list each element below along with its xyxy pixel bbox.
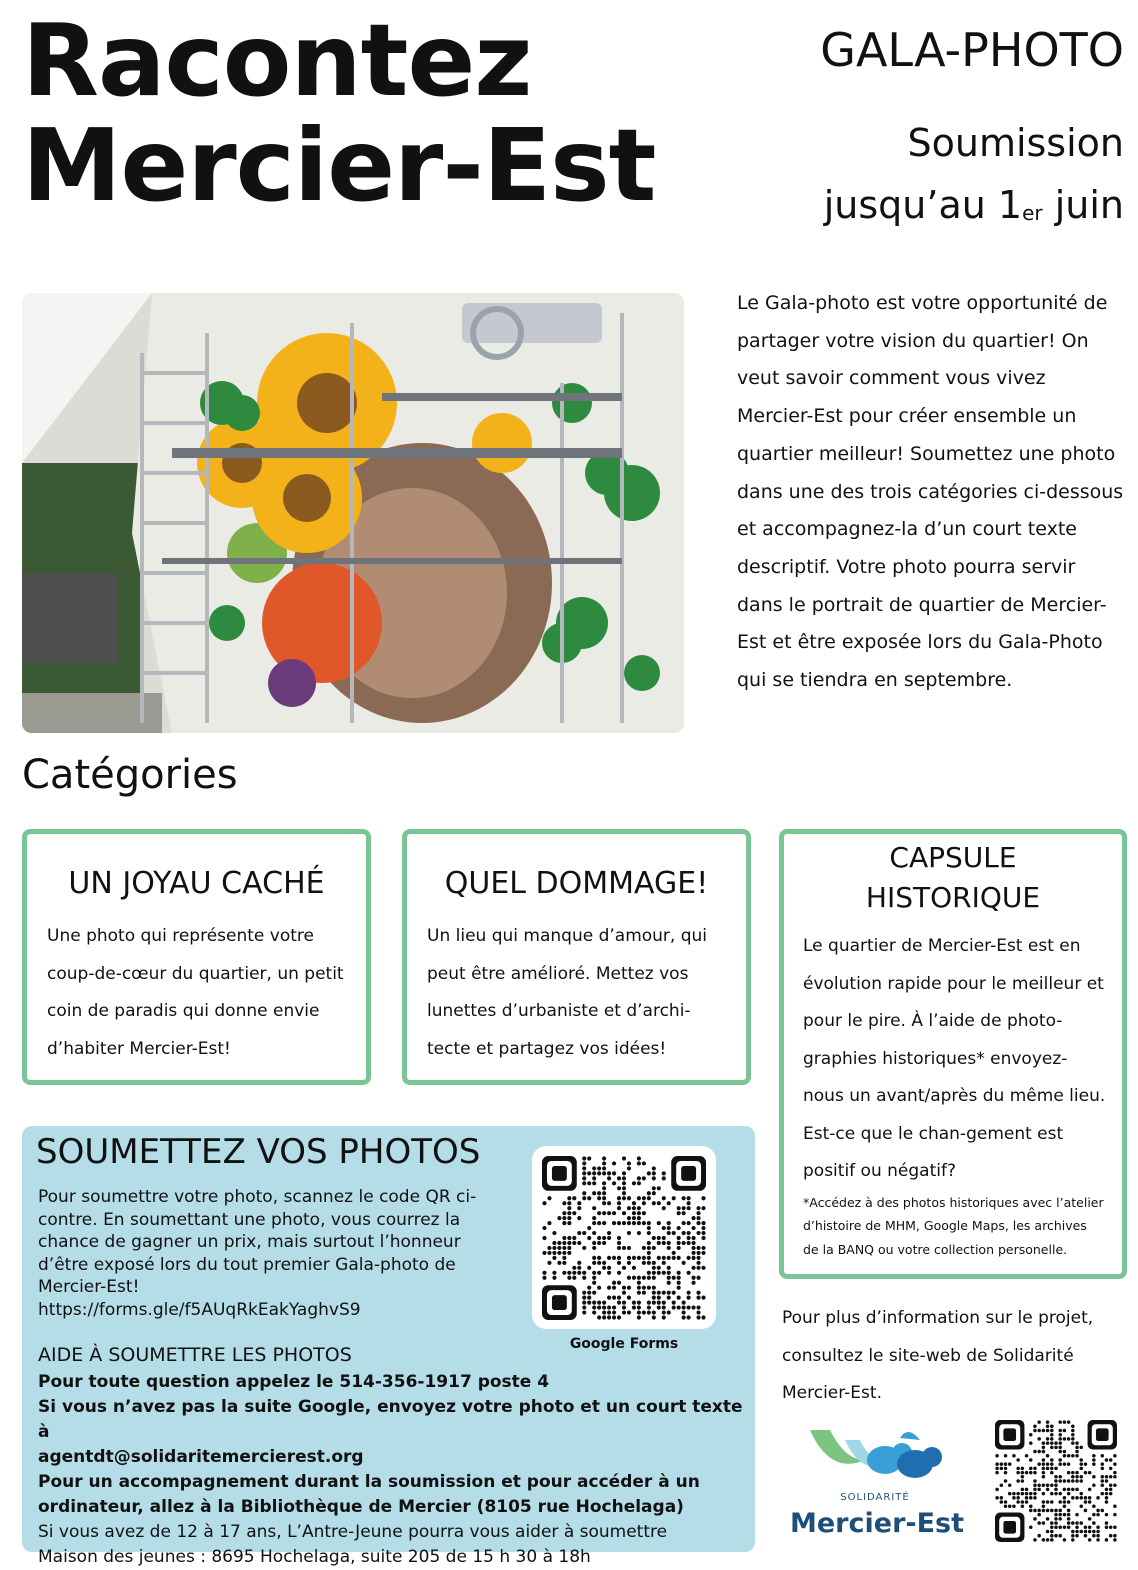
help-phone: Pour toute question appelez le 514-356-1917 poste 4 (38, 1372, 550, 1392)
solidarite-mercier-est-logo (790, 1420, 965, 1545)
title-line-1: Racontez (22, 2, 532, 119)
help-library: Pour un accompagnement durant la soumission et pour accéder à un ordinateur, allez à la Bibliothèque de Mercier (8105 rue Hochelaga) (38, 1472, 700, 1517)
birds-logo-icon (790, 1420, 960, 1490)
deadline-line-2-post: juin (1042, 183, 1124, 227)
qr-code-icon (995, 1420, 1117, 1542)
qr-code-icon (542, 1156, 706, 1320)
more-info-text: Pour plus d’information sur le projet, consultez le site-web de Solidarité Mercier-Est. (782, 1308, 1094, 1403)
logo-main-text: Mercier-Est (790, 1508, 965, 1539)
qr-caption: Google Forms (569, 1336, 679, 1352)
category-description: Un lieu qui manque d’amour, qui peut être amélioré. Mettez vos lunettes d’urbaniste et d’archi-tecte et partagez vos idées! (427, 926, 708, 1059)
gala-heading: GALA-PHOTO (820, 23, 1124, 77)
mural-photo (22, 293, 684, 733)
category-description: Le quartier de Mercier-Est est en évolution rapide pour le meilleur et pour le pire. À l’aide de photo-graphies historiques* envoyez-nous un avant/après du même lieu. Est-ce que le chan-gement est positif ou négatif? (803, 936, 1106, 1181)
category-footnote: *Accédez à des photos historiques avec l’atelier d’histoire de MHM, Google Maps, les archives de la BANQ ou votre collection personelle. (803, 1194, 1104, 1257)
category-description: Une photo qui représente votre coup-de-cœur du quartier, un petit coin de paradis qui donne envie d’habiter Mercier-Est! (47, 926, 344, 1059)
category-title (784, 838, 1122, 918)
help-text (38, 1370, 748, 1570)
help-youth-line-2: Maison des jeunes : 8695 Hochelaga, suite 205 de 15 h 30 à 18h (38, 1547, 591, 1567)
category-title: QUEL DOMMAGE! (444, 866, 709, 901)
website-qr-code[interactable] (995, 1420, 1117, 1542)
submit-text: Pour soumettre votre photo, scannez le code QR ci-contre. En soumettant une photo, vous courrez la chance de gagner un prix, mais surtout l’honneur d’être exposé lors du tout premier Gala-photo de Mercier-Est! (38, 1187, 477, 1297)
deadline-line-1: Soumission (907, 121, 1124, 165)
page-title (22, 2, 656, 224)
help-youth-line-1: Si vous avez de 12 à 17 ans, L’Antre-Jeune pourra vous aider à soumettre (38, 1522, 668, 1542)
mural-illustration (22, 293, 684, 733)
google-forms-qr-code[interactable] (532, 1146, 716, 1329)
category-title-line-2: HISTORIQUE (865, 881, 1041, 914)
help-email-link[interactable]: agentdt@solidaritemercierest.org (38, 1447, 364, 1467)
submit-heading: SOUMETTEZ VOS PHOTOS (36, 1132, 481, 1172)
help-heading: AIDE À SOUMETTRE LES PHOTOS (38, 1344, 352, 1366)
submission-deadline (824, 112, 1124, 236)
title-line-2: Mercier-Est (22, 107, 656, 224)
category-card-historic-capsule (779, 829, 1127, 1279)
submit-instructions (38, 1186, 508, 1321)
submit-section (22, 1126, 755, 1567)
category-title-line-1: CAPSULE (889, 841, 1017, 874)
category-card-what-a-shame (402, 829, 751, 1085)
logo-small-text: SOLIDARITÉ (840, 1492, 910, 1503)
help-google-line: Si vous n’avez pas la suite Google, envoyez votre photo et un court texte à (38, 1397, 743, 1442)
deadline-line-2-pre: jusqu’au 1 (823, 183, 1023, 227)
intro-text: Le Gala-photo est votre opportunité de partager votre vision du quartier! On veut savoir comment vous vivez Mercier-Est pour créer ensemble un quartier meilleur! Soumettez une photo dans une des trois catégories ci-dessous et accompagnez-la d’un court texte descriptif. Votre photo pourra servir dans le portrait de quartier de Mercier-Est et être exposée lors du Gala-Photo qui se tiendra en septembre. (737, 292, 1124, 692)
categories-heading: Catégories (22, 752, 238, 798)
submit-url-link[interactable]: https://forms.gle/f5AUqRkEakYaghvS9 (38, 1299, 361, 1320)
deadline-sup: er (1022, 201, 1043, 225)
category-card-hidden-gem (22, 829, 371, 1085)
category-title: UN JOYAU CACHÉ (68, 866, 325, 901)
